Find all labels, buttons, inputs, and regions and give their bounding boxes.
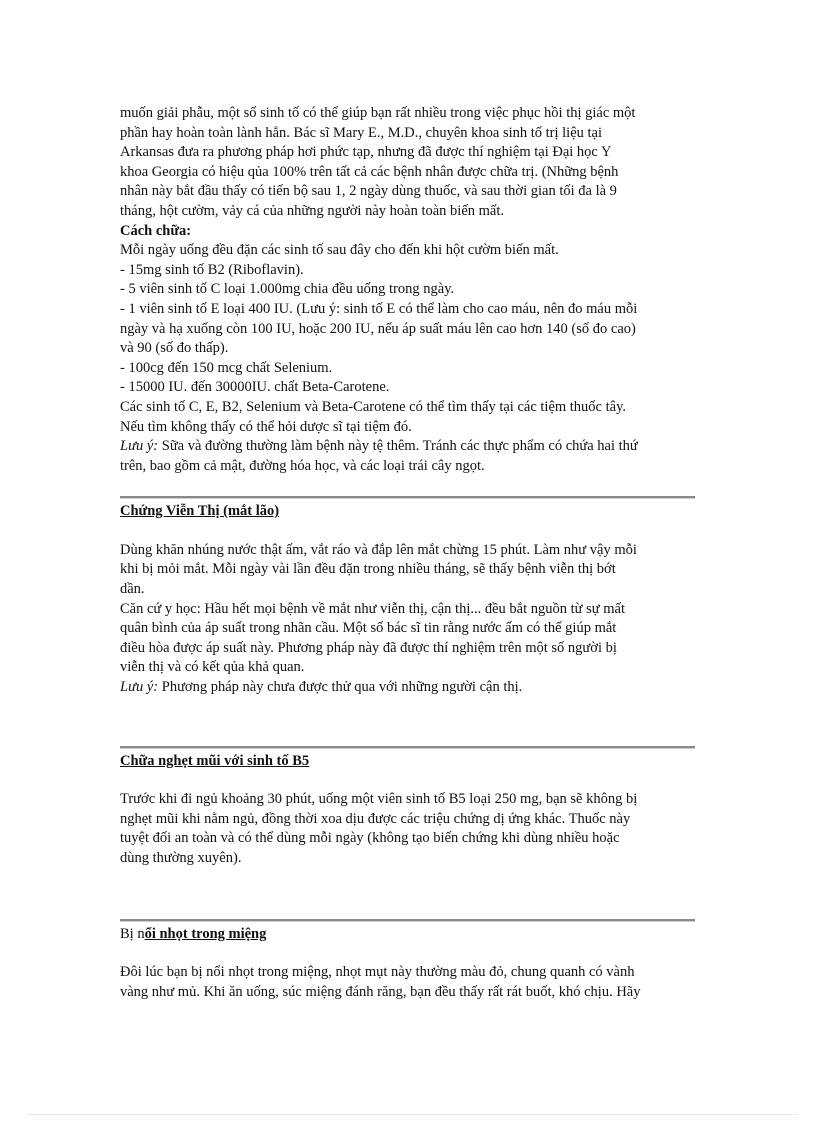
text-line: khoa Georgia có hiệu qủa 100% trên tất cả các bệnh nhân được chữa trị. (Những bệnh xyxy=(120,163,619,180)
text-line: Các sinh tố C, E, B2, Selenium và Beta-Carotene có thể tìm thấy tại các tiệm thuốc tây. xyxy=(120,398,627,415)
text-line: Dùng khăn nhúng nước thật ấm, vắt ráo và đắp lên mắt chừng 15 phút. Làm như vậy mỗi xyxy=(120,541,637,558)
text-line: tuyệt đối an toàn và có thể dùng mỗi ngày (không tạo biến chứng khi dùng nhiều hoặc xyxy=(120,830,620,847)
page-bottom-border xyxy=(28,1114,798,1115)
heading-underlined-part: ổi nhọt trong miệng xyxy=(144,925,267,942)
intro-paragraph xyxy=(120,104,695,222)
section-heading xyxy=(120,925,695,945)
b5-section xyxy=(120,752,695,869)
treatment-section xyxy=(120,222,695,477)
section-heading: Chứng Viễn Thị (mắt lão) xyxy=(120,503,280,520)
text-line: Trước khi đi ngủ khoảng 30 phút, uống một viên sinh tố B5 loại 250 mg, bạn sẽ không bị xyxy=(120,791,638,808)
text-line: Arkansas đưa ra phương pháp hơi phức tạp, nhưng đã được thí nghiệm tại Đại học Y xyxy=(120,144,612,161)
presbyopia-section xyxy=(120,502,695,697)
text-line: và 90 (số đo thấp). xyxy=(120,340,229,357)
text-line: - 100cg đến 150 mcg chất Selenium. xyxy=(120,359,333,376)
text-line: - 1 viên sinh tố E loại 400 IU. (Lưu ý: sinh tố E có thể làm cho cao máu, nên đo máu mỗi xyxy=(120,300,638,317)
treatment-title: Cách chữa: xyxy=(120,222,192,239)
text-line: điều hòa được áp suất này. Phương pháp này đã được thí nghiệm trên một số người bị xyxy=(120,639,617,656)
text-line: phần hay hoàn toàn lành hẳn. Bác sĩ Mary E., M.D., chuyên khoa sinh tố trị liệu tại xyxy=(120,124,603,141)
note-text: Sữa và đường thường làm bệnh này tệ thêm. Tránh các thực phẩm có chứa hai thứ xyxy=(158,438,638,455)
text-line: trên, bao gồm cả mật, đường hóa học, và các loại trái cây ngọt. xyxy=(120,457,485,474)
text-line: Căn cứ y học: Hầu hết mọi bệnh về mắt như viễn thị, cận thị... đều bắt nguồn từ sự mất xyxy=(120,600,626,617)
text-line: Nếu tìm không thấy có thể hỏi dược sĩ tại tiệm đó. xyxy=(120,418,412,435)
text-line: quân bình của áp suất trong nhãn cầu. Một số bác sĩ tin rằng nước ấm có thể giúp mắt xyxy=(120,620,617,637)
text-line: nhân này bắt đầu thấy có tiến bộ sau 1, 2 ngày dùng thuốc, và sau thời gian tối đa là 9 xyxy=(120,183,617,200)
text-line: Đôi lúc bạn bị nổi nhọt trong miệng, nhọt mụt này thường màu đỏ, chung quanh có vành xyxy=(120,964,635,981)
section-heading: Chữa nghẹt mũi với sinh tố B5 xyxy=(120,752,310,769)
text-line: Mỗi ngày uống đều đặn các sinh tố sau đây cho đến khi hột cườm biến mất. xyxy=(120,242,559,259)
text-line: dùng thường xuyên). xyxy=(120,850,242,866)
heading-plain-part: Bị n xyxy=(120,925,145,942)
text-line: tháng, hột cườm, vảy cá của những người này hoàn toàn biến mất. xyxy=(120,202,504,219)
note-label: Lưu ý: xyxy=(120,679,159,696)
text-line: muốn giải phẫu, một số sinh tố có thể giúp bạn rất nhiều trong việc phục hồi thị giác một xyxy=(120,105,636,121)
note-line xyxy=(120,437,695,457)
text-line: ngày và hạ xuống còn 100 IU, hoặc 200 IU, nếu áp suất máu lên cao hơn 140 (số đo cao) xyxy=(120,320,636,337)
text-line: - 15000 IU. đến 30000IU. chất Beta-Carotene. xyxy=(120,379,390,396)
note-label: Lưu ý: xyxy=(120,438,159,455)
text-line: dần. xyxy=(120,581,145,598)
text-line: - 15mg sinh tố B2 (Riboflavin). xyxy=(120,261,304,278)
text-line: nghẹt mũi khi nằm ngủ, đồng thời xoa dịu được các triệu chứng dị ứng khác. Thuốc này xyxy=(120,810,631,827)
text-line: - 5 viên sinh tố C loại 1.000mg chia đều uống trong ngày. xyxy=(120,281,455,298)
note-line xyxy=(120,678,695,698)
text-line: khi bị mỏi mắt. Mỗi ngày vài lần đều đặn trong nhiều tháng, sẽ thấy bệnh viễn thị bớt xyxy=(120,561,616,578)
text-line: vàng như mủ. Khi ăn uống, súc miệng đánh răng, bạn đều thấy rất rát buốt, khó chịu. Hãy xyxy=(120,983,641,1000)
note-text: Phương pháp này chưa được thử qua với những người cận thị. xyxy=(158,679,523,696)
document-page xyxy=(120,104,695,1002)
mouth-section xyxy=(120,925,695,1003)
text-line: viễn thị và có kết qủa khả quan. xyxy=(120,659,305,676)
